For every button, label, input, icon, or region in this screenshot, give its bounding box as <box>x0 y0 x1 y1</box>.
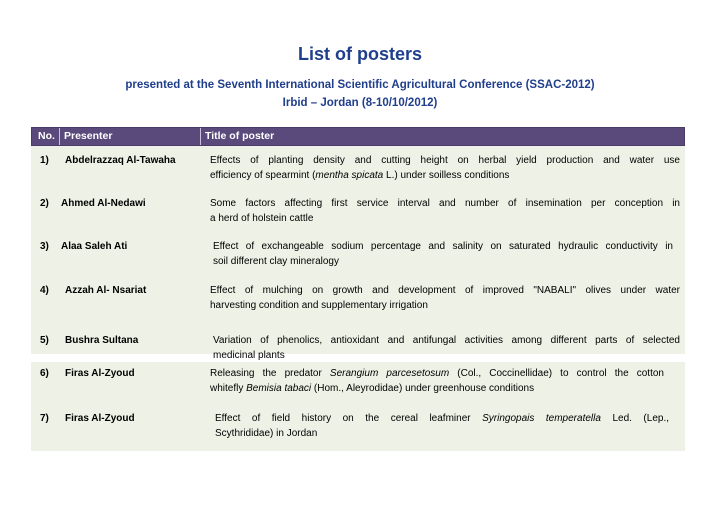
table-row <box>31 321 685 361</box>
row-number: 4) <box>40 285 49 296</box>
conference-location: Irbid – Jordan (8-10/10/2012) <box>282 97 438 109</box>
row-presenter: Firas Al-Zyoud <box>65 413 135 424</box>
page-title: List of posters <box>297 44 422 64</box>
row-number: 1) <box>40 155 49 166</box>
row-presenter: Firas Al-Zyoud <box>65 368 135 379</box>
table-row <box>31 189 685 232</box>
row-presenter: Abdelrazzaq Al-Tawaha <box>65 155 176 166</box>
row-number: 6) <box>40 368 49 379</box>
row-poster-title: Effect of exchangeable sodium percentage and salinity on saturated hydraulic conductivity in soil different clay mineralogy <box>213 241 673 267</box>
row-presenter: Bushra Sultana <box>65 335 139 346</box>
posters-table <box>31 127 685 451</box>
conference-subtitle: presented at the Seventh International Scientific Agricultural Conference (SSAC-2012) <box>125 79 595 91</box>
column-header-no: No. <box>38 130 55 142</box>
column-header-presenter: Presenter <box>64 130 113 142</box>
table-row <box>31 406 685 451</box>
row-poster-title: Effect of field history on the cereal leafminer Syringopais temperatella Led. (Lep., Scythrididae) in Jordan <box>215 413 670 439</box>
table-row <box>31 232 685 275</box>
row-poster-title: Some factors affecting first service interval and number of insemination per conception in a herd of holstein cattle <box>210 198 680 224</box>
row-presenter: Ahmed Al-Nedawi <box>61 198 146 209</box>
row-number: 5) <box>40 335 49 346</box>
row-poster-title: Releasing the predator Serangium parcesetosum (Col., Coccinellidae) to control the cotton whitefly Bemisia tabaci (Hom., Aleyrodidae) under greenhouse conditions <box>210 368 664 394</box>
row-presenter: Azzah Al- Nsariat <box>65 285 147 296</box>
row-presenter: Alaa Saleh Ati <box>61 241 128 252</box>
column-header-title: Title of poster <box>205 130 275 142</box>
table-row <box>31 362 685 406</box>
row-number: 3) <box>40 241 49 252</box>
row-poster-title: Effect of mulching on growth and development of improved "NABALI" olives under water harvesting condition and supplementary irrigation <box>210 285 680 311</box>
row-number: 2) <box>40 198 49 209</box>
row-number: 7) <box>40 413 49 424</box>
row-poster-title: Effects of planting density and cutting height on herbal yield production and water use efficiency of spearmint (mentha spicata L.) under soilless conditions <box>210 155 680 181</box>
table-header <box>31 127 685 146</box>
row-poster-title: Variation of phenolics, antioxidant and antifungal activities among different parts of selected medicinal plants <box>213 335 680 361</box>
table-row <box>31 146 685 189</box>
table-row <box>31 275 685 321</box>
